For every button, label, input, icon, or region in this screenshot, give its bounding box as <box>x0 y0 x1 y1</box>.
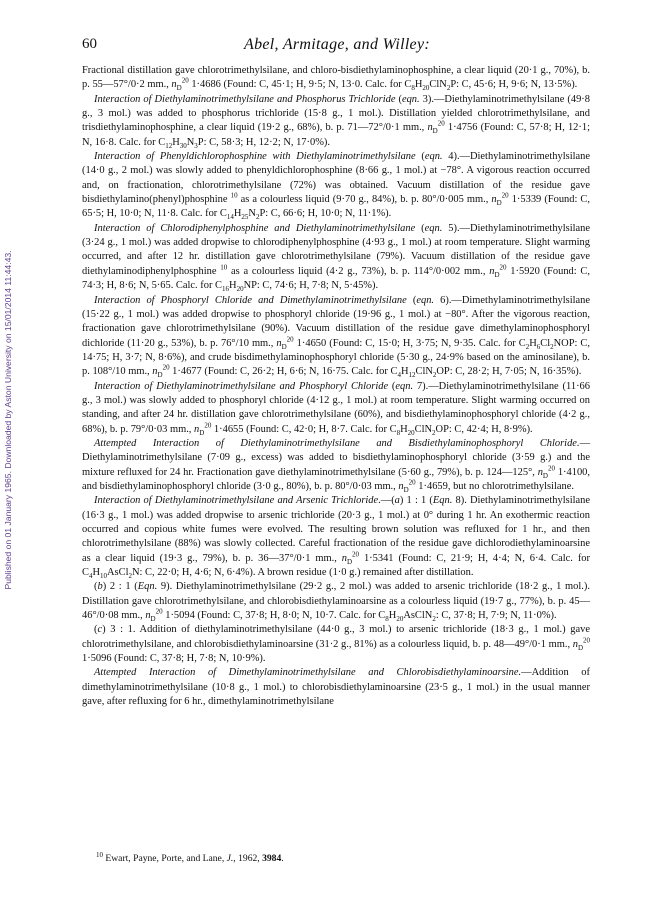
italic-text: Interaction of Diethylaminotrimethylsilane and Phosphoryl Chloride <box>94 380 389 392</box>
text-run: H <box>233 208 242 220</box>
subscript: 20 <box>422 84 430 93</box>
text-run: NOP: C, 14·75; H, 3·7; N, 8·6%), and crude bisdimethylaminophosphoryl chloride (5·30 g., 24·9% based on the aminosilane), b. p. 108°/10 mm., <box>82 337 590 378</box>
text-run: H <box>400 366 409 378</box>
text-run: as a colourless liquid (4·2 g., 73%), b. p. 114°/0·002 mm., <box>227 265 490 277</box>
subscript: D <box>281 342 287 351</box>
subscript: 2 <box>446 84 451 93</box>
italic-text: n <box>194 423 200 435</box>
italic-text: n <box>491 194 497 206</box>
subscript: 2 <box>550 342 554 351</box>
text-run: as a colourless liquid (9·70 g., 84%), b. p. 80°/0·005 mm., <box>237 194 492 206</box>
paragraph <box>82 64 590 93</box>
text-run: H <box>388 610 397 622</box>
italic-text: Eqn. <box>432 495 453 507</box>
text-run: 8). Diethylaminotrimethylsilane (16·3 g., 1 mol.) was added dropwise to arsenic trichloride (20·3 g., 1 mol.) at 0° during 1 hr. An exothermic reaction occurred and copious white fumes were evolved. The resulting brown solution was refluxed for 1 hr., and then chlorotrimethylsilane (88%) was slowly collected. Careful fractionation of the residue gave dichlorodiethylaminoarsine as a clear liquid (19·3 g., 79%), b. p. 36—37°/0·1 mm., <box>82 495 590 564</box>
text-run: H <box>400 423 408 435</box>
subscript: 2 <box>128 572 132 581</box>
text-run: 7).—Diethylaminotrimethylsilane (11·66 g., 3 mol.) was slowly added to phosphoryl chloride (4·12 g., 1 mol.) at room temperature. Slight warming occurred on standing, and after 24 hr. distillation gave chlorotrimethylsilane (60%), and bisdiethylaminophosphoryl chloride (4·2 g., 68%), b. p. 79°/0·03 mm., <box>82 380 590 435</box>
subscript: 20 <box>396 615 404 624</box>
paragraph <box>82 437 590 494</box>
text-run: N <box>248 208 256 220</box>
subscript: D <box>577 643 583 652</box>
footnote-mark: 10 <box>96 850 103 859</box>
paragraph <box>82 93 590 150</box>
subscript: D <box>199 428 205 437</box>
footnote <box>96 850 284 864</box>
italic-text: Attempted Interaction of Diethylaminotrimethylsilane and Bisdiethylaminophosphoryl Chloride. <box>94 437 580 449</box>
text-run: ( <box>94 624 98 636</box>
text-run: ( <box>415 222 425 234</box>
italic-text: n <box>398 480 404 492</box>
superscript: 10 <box>220 263 228 272</box>
subscript: D <box>432 127 438 136</box>
text-run: 1·5096 (Found: C, 37·8; H, 7·8; N, 10·9%). <box>82 653 266 665</box>
footnote-page: 3984 <box>262 853 282 864</box>
subscript: 2 <box>432 428 436 437</box>
text-run: 1·4655 (Found: C, 42·0; H, 8·7. Calc. for C <box>211 423 397 435</box>
paragraph <box>82 494 590 580</box>
italic-text: n <box>572 638 578 650</box>
text-run: NP: C, 74·6; H, 7·8; N, 5·45%). <box>243 280 379 292</box>
superscript: 20 <box>155 607 163 616</box>
text-run: 1·4686 (Found: C, 45·1; H, 9·5; N, 13·0. Calc. for C <box>188 79 412 91</box>
subscript: 20 <box>236 285 244 294</box>
text-run: H <box>529 337 537 349</box>
text-run: 1·5339 (Found: C, 65·5; H, 10·0; N, 11·8. Calc. for C <box>82 194 590 220</box>
text-run: AsClN <box>403 610 433 622</box>
italic-text: a <box>394 495 400 507</box>
subscript: 4 <box>88 572 93 581</box>
text-run: ClN <box>415 366 433 378</box>
text-run: 1·4677 (Found: C, 26·2; H, 6·6; N, 16·75. Calc. for C <box>169 366 398 378</box>
text-run: 1·5341 (Found: C, 21·9; H, 4·4; N, 6·4. Calc. for C <box>82 552 590 579</box>
subscript: D <box>496 199 502 208</box>
superscript: 20 <box>162 363 170 372</box>
text-run: 1·4100, and bisdiethylaminophosphoryl chloride (3·0 g., 80%), b. p. 80°/0·03 mm., <box>82 466 590 492</box>
text-run: H <box>414 79 423 91</box>
italic-text: eqn. <box>416 294 435 306</box>
text-run: ( <box>388 380 396 392</box>
superscript: 20 <box>408 478 416 487</box>
subscript: 12 <box>165 141 173 150</box>
italic-text: Interaction of Chlorodiphenylphosphine and Diethylaminotrimethylsilane <box>94 222 416 234</box>
superscript: 20 <box>501 191 509 200</box>
italic-text: eqn. <box>424 151 443 163</box>
italic-text: b <box>97 581 103 593</box>
subscript: 20 <box>407 428 415 437</box>
italic-text: c <box>97 624 103 636</box>
text-run: Cl <box>540 337 551 349</box>
text-run: ClN <box>429 79 447 91</box>
text-run: H <box>172 136 180 148</box>
page-header <box>82 36 592 58</box>
subscript: 2 <box>255 213 260 222</box>
text-run: : C, 37·8; H, 7·9; N, 11·0%). <box>435 610 557 622</box>
text-run: ( <box>415 151 425 163</box>
text-run: 1·4659, but no chlorotrimethylsilane. <box>415 480 574 492</box>
text-run: 1·5094 (Found: C, 37·8; H, 8·0; N, 10·7. Calc. for C <box>162 610 386 622</box>
text-run: OP: C, 28·2; H, 7·05; N, 16·35%). <box>436 366 582 378</box>
footnote-journal: J. <box>226 853 234 864</box>
italic-text: n <box>427 122 433 134</box>
footnote-year: , 1962, <box>233 853 263 864</box>
subscript: D <box>346 557 353 566</box>
superscript: 20 <box>499 263 507 272</box>
italic-text: Attempted Interaction of Dimethylaminotrimethylsilane and Chlorobisdiethylaminoarsine. <box>94 667 522 679</box>
text-run: AsCl <box>107 567 129 579</box>
paragraph <box>82 666 590 709</box>
text-run: ( <box>395 93 402 105</box>
subscript: 12 <box>408 371 416 380</box>
text-run: ClN <box>414 423 433 435</box>
italic-text: Eqn. <box>137 581 158 593</box>
footnote-end: . <box>281 853 284 864</box>
superscript: 20 <box>437 119 445 128</box>
subscript: D <box>542 471 548 480</box>
text-run: ( <box>406 294 417 306</box>
subscript: D <box>150 615 156 624</box>
subscript: 16 <box>222 285 230 294</box>
paragraph <box>82 150 590 222</box>
text-run: P: C, 66·6; H, 10·0; N, 11·1%). <box>259 208 392 220</box>
text-run: P: C, 58·3; H, 12·2; N, 17·0%). <box>197 136 330 148</box>
paragraph <box>82 380 590 437</box>
subscript: 8 <box>411 84 415 93</box>
italic-text: eqn. <box>395 380 414 392</box>
subscript: D <box>176 84 182 93</box>
text-run: P: C, 45·6; H, 9·6; N, 13·5%). <box>450 79 578 91</box>
running-title: Abel, Armitage, and Willey: <box>244 36 430 53</box>
text-run: N: C, 22·0; H, 4·6; N, 6·4%). A brown residue (1·0 g.) remained after distillation. <box>131 567 474 579</box>
italic-text: eqn. <box>401 93 420 105</box>
article-body <box>82 64 590 709</box>
italic-text: Interaction of Phosphoryl Chloride and Dimethylaminotrimethylsilane <box>94 294 407 306</box>
text-run: OP: C, 42·4; H, 8·9%). <box>435 423 533 435</box>
italic-text: n <box>489 265 495 277</box>
subscript: D <box>403 486 409 495</box>
text-run: 4).—Diethylaminotrimethylsilane (14·0 g., 2 mol.) was slowly added to phenyldichlorophosphine (8·66 g., 1 mol.) at −78°. A vigorous reaction occurred and, on fractionation, chlorotrimethylsilane (72%) was obtained. Vacuum distillation of the residue gave bisdiethylamino(phenyl)phosphine <box>82 151 590 206</box>
paragraph <box>82 294 590 380</box>
text-run: 6).—Dimethylaminotrimethylsilane (15·22 g., 1 mol.) was added dropwise to phosphoryl chloride (19·96 g., 1 mol.) at −80°. After the vigorous reaction, fractionation gave chlorotrimethylsilane (90%). Vacuum distillation of the residue gave dimethylaminophosphoryl dichloride (11·20 g., 53%), b. p. 76°/10 mm., <box>82 294 590 349</box>
text-run: H <box>92 567 101 579</box>
download-watermark <box>1 170 15 670</box>
text-run: .—( <box>378 495 395 507</box>
text-run: ( <box>94 581 98 593</box>
text-run: ) 3 : 1. Addition of diethylaminotrimethylsilane (44·0 g., 3 mol.) to arsenic trichloride (18·3 g., 1 mol.) gave chlorotrimethylsilane, and chlorobisdiethylaminoarsine (31·2 g., 81%) as a colourless liquid, b. p. 48—49°/0·1 mm., <box>82 624 590 650</box>
subscript: D <box>157 371 163 380</box>
page-number: 60 <box>82 36 97 52</box>
subscript: 10 <box>100 572 108 581</box>
italic-text: eqn. <box>424 222 443 234</box>
text-run: ) 1 : 1 ( <box>399 495 433 507</box>
subscript: 6 <box>536 342 541 351</box>
download-watermark-text: Published on 01 January 1965. Downloaded by Aston University on 15/01/2014 11:44:43. <box>3 250 13 590</box>
italic-text: Interaction of Diethylaminotrimethylsilane and Arsenic Trichloride <box>94 495 379 507</box>
italic-text: n <box>152 366 158 378</box>
text-run: 1·5920 (Found: C, 74·3; H, 8·6; N, 5·65. Calc. for C <box>82 265 591 292</box>
superscript: 20 <box>583 636 590 645</box>
text-run: 1·4650 (Found: C, 15·0; H, 3·75; N, 9·35. Calc. for C <box>293 337 526 349</box>
subscript: 25 <box>241 213 249 222</box>
subscript: 30 <box>179 141 187 150</box>
superscript: 20 <box>547 464 555 473</box>
subscript: 4 <box>397 371 401 380</box>
text-run: H <box>229 280 237 292</box>
text-run: ) 2 : 1 ( <box>102 581 138 593</box>
paragraph <box>82 580 590 623</box>
subscript: 3 <box>194 141 198 150</box>
italic-text: n <box>171 79 177 91</box>
paragraph <box>82 222 590 294</box>
italic-text: n <box>276 337 282 349</box>
superscript: 10 <box>230 191 238 200</box>
superscript: 20 <box>204 421 212 430</box>
text-run: —Addition of dimethylaminotrimethylsilane (10·8 g., 1 mol.) to chlorobisdiethylaminoarsine (23·5 g., 1 mol.) in the usual manner gave, after refluxing for 6 hr., dimethylaminotrimethylsilane <box>82 667 590 708</box>
italic-text: Interaction of Diethylaminotrimethylsilane and Phosphorus Trichloride <box>94 93 396 105</box>
italic-text: n <box>341 552 347 564</box>
text-run: 1·4756 (Found: C, 57·8; H, 12·1; N, 16·8. Calc. for C <box>82 122 590 148</box>
italic-text: Interaction of Phenyldichlorophosphine with Diethylaminotrimethylsilane <box>94 151 416 163</box>
superscript: 20 <box>286 335 294 344</box>
subscript: 2 <box>432 615 436 624</box>
italic-text: n <box>145 610 151 622</box>
subscript: D <box>494 270 500 279</box>
text-run: Fractional distillation gave chlorotrimethylsilane, and chloro-bisdiethylaminophosphine, a clear liquid (20·1 g., 70%), b. p. 55—57°/0·2 mm., <box>82 65 590 91</box>
text-run: N <box>186 136 195 148</box>
italic-text: n <box>537 466 543 478</box>
superscript: 20 <box>181 76 189 85</box>
text-run: 9). Diethylaminotrimethylsilane (29·2 g., 2 mol.) was added to arsenic trichloride (18·2 g., 1 mol.). Distillation gave chlorotrimethylsilane, and chlorobisdiethylaminoarsine as a colourless liquid (19·7 g., 77%), b. p. 45—46°/0·08 mm., <box>82 581 590 622</box>
subscript: 8 <box>396 428 401 437</box>
subscript: 8 <box>385 615 389 624</box>
text-run: 5).—Diethylaminotrimethylsilane (3·24 g., 1 mol.) was added dropwise to chlorodiphenylphosphine (4·93 g., 1 mol.) at room temperature. Slight warming occurred, and after 12 hr. distillation gave chlorotrimethylsilane (79%). Vacuum distillation of the residue gave diethylaminodiphenylphosphine <box>82 222 590 277</box>
subscript: 14 <box>226 213 234 222</box>
footnote-authors: Ewart, Payne, Porte, and Lane, <box>103 853 227 864</box>
text-run: 3).—Diethylaminotrimethylsilane (49·8 g., 3 mol.) was added to phosphorus trichloride (15·8 g., 1 mol.). Distillation yielded chlorotrimethylsilane, and trisdiethylaminophosphine, a clear liquid (19·2 g., 68%), b. p. 71—72°/0·1 mm., <box>82 93 590 134</box>
subscript: 2 <box>525 342 530 351</box>
superscript: 20 <box>352 550 360 559</box>
subscript: 2 <box>432 371 437 380</box>
paragraph <box>82 623 590 666</box>
text-run: —Diethylaminotrimethylsilane (7·09 g., excess) was added to bisdiethylaminophosphoryl chloride (3·59 g.) and the mixture refluxed for 24 hr. Fractionation gave diethylaminotrimethylsilane (5·60 g., 79%), b. p. 124—125°, <box>82 437 590 478</box>
